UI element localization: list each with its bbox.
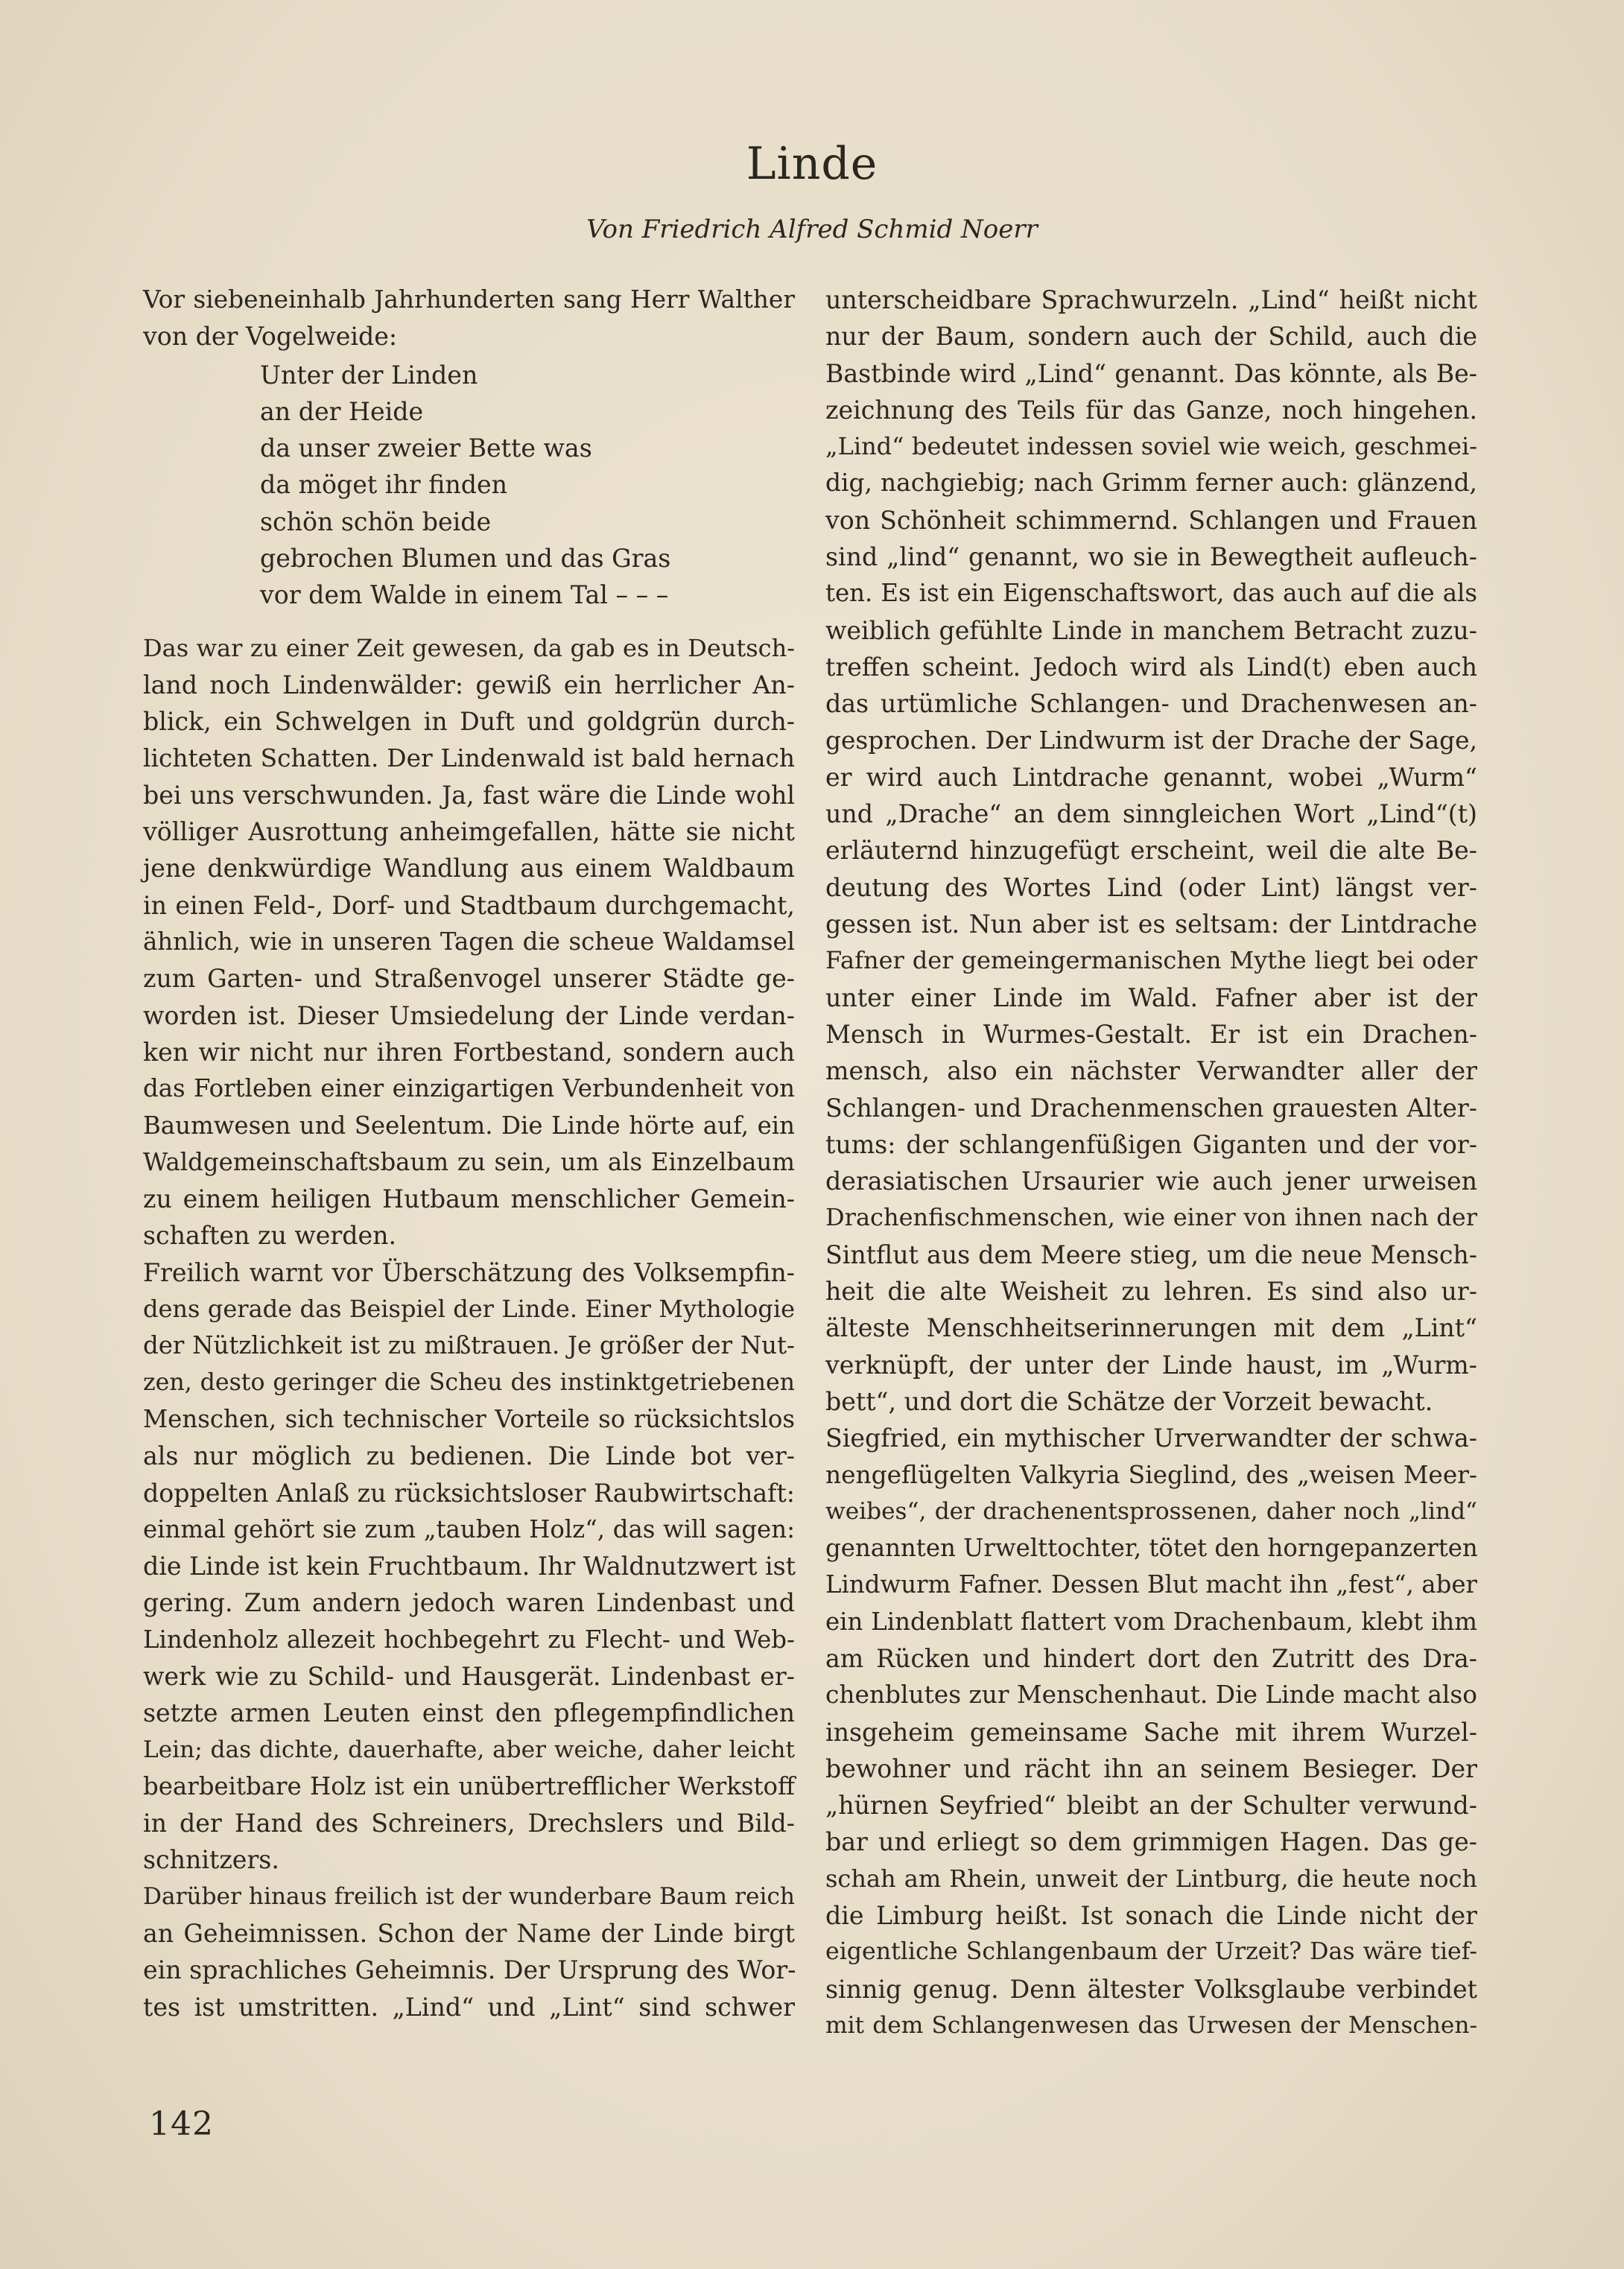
text-line: insgeheim gemeinsame Sache mit ihrem Wurzel-: [825, 1717, 1477, 1747]
text-line: Schlangen- und Drachenmenschen grauesten Alter-: [825, 1093, 1477, 1123]
text-line: zen, desto geringer die Scheu des instinktgetriebenen: [143, 1368, 795, 1396]
text-line: in einen Feld-, Dorf- und Stadtbaum durchgemacht,: [143, 890, 795, 920]
text-line: tes ist umstritten. „Lind“ und „Lint“ sind schwer: [143, 1992, 795, 2022]
text-line: nengeflügelten Valkyria Sieglind, des „weisen Meer-: [825, 1460, 1477, 1489]
spacer: [143, 614, 795, 630]
text-line: „Lind“ bedeutet indessen soviel wie weich, geschmei-: [825, 432, 1477, 461]
text-line: bearbeitbare Holz ist ein unübertrefflicher Werkstoff: [143, 1771, 795, 1800]
text-line: deutung des Wortes Lind (oder Lint) längst ver-: [825, 872, 1477, 902]
poem-line: an der Heide: [260, 396, 424, 426]
text-line: land noch Lindenwälder: gewiß ein herrlicher An-: [143, 670, 795, 699]
text-line: Bastbinde wird „Lind“ genannt. Das könnte, als Be-: [825, 358, 1477, 388]
text-line: ken wir nicht nur ihren Fortbestand, sondern auch: [143, 1037, 795, 1067]
text-line: zum Garten- und Straßenvogel unserer Städte ge-: [143, 964, 795, 994]
paragraph-nuetzlichkeit: [143, 1254, 795, 1879]
text-line: ten. Es ist ein Eigenschaftswort, das auch auf die als: [825, 579, 1477, 608]
text-line: ein sprachliches Geheimnis. Der Ursprung des Wor-: [143, 1955, 796, 1985]
text-line: älteste Menschheitserinnerungen mit dem „Lint“: [825, 1313, 1477, 1343]
text-line: dens gerade das Beispiel der Linde. Einer Mythologie: [143, 1295, 795, 1324]
text-line: werk wie zu Schild- und Hausgerät. Lindenbast er-: [143, 1661, 795, 1691]
article-title: Linde: [746, 138, 878, 190]
paragraph-lindenwald: [143, 630, 795, 1254]
text-line: Baumwesen und Seelentum. Die Linde hörte auf, ein: [143, 1111, 795, 1140]
text-line: Menschen, sich technischer Vorteile so rücksichtslos: [143, 1404, 795, 1433]
text-line: völliger Ausrottung anheimgefallen, hätte sie nicht: [143, 817, 795, 847]
text-line: schnitzers.: [143, 1845, 279, 1875]
text-line: weiblich gefühlte Linde in manchem Betracht zuzu-: [825, 615, 1477, 645]
text-line: das urtümliche Schlangen- und Drachenwesen an-: [825, 689, 1477, 719]
intro-paragraph: [143, 282, 795, 355]
text-line: zeichnung des Teils für das Ganze, noch hingehen.: [825, 395, 1477, 425]
text-line: das Fortleben einer einzigartigen Verbundenheit von: [143, 1074, 795, 1103]
text-line: blick, ein Schwelgen in Duft und goldgrün durch-: [143, 707, 795, 737]
text-line: die Limburg heißt. Ist sonach die Linde nicht der: [825, 1901, 1477, 1931]
text-line: als nur möglich zu bedienen. Die Linde bot ver-: [143, 1441, 795, 1471]
text-line: schaften zu werden.: [143, 1221, 397, 1251]
text-line: eigentliche Schlangenbaum der Urzeit? Das wäre tief-: [825, 1938, 1477, 1966]
poem-line: da unser zweier Bette was: [260, 434, 592, 463]
text-line: Drachenfischmenschen, wie einer von ihnen nach der: [825, 1203, 1477, 1232]
text-line: unter einer Linde im Wald. Fafner aber ist der: [825, 983, 1477, 1012]
text-line: Das war zu einer Zeit gewesen, da gab es in Deutsch-: [143, 633, 795, 662]
text-line: sinnig genug. Denn ältester Volksglaube verbindet: [825, 1974, 1477, 2004]
text-line: erläuternd hinzugefügt erscheint, weil die alte Be-: [825, 836, 1477, 866]
text-line: verknüpft, der unter der Linde haust, im „Wurm-: [825, 1350, 1477, 1380]
text-line: lichteten Schatten. Der Lindenwald ist bald hernach: [143, 743, 795, 772]
text-line: in der Hand des Schreiners, Drechslers und Bild-: [143, 1809, 795, 1838]
text-line: er wird auch Lintdrache genannt, wobei „Wurm“: [825, 762, 1477, 792]
text-line: bewohner und rächt ihn an seinem Besieger. Der: [825, 1754, 1477, 1783]
poem-line: schön schön beide: [260, 507, 492, 536]
text-line: derasiatischen Ursaurier wie auch jener urweisen: [825, 1167, 1477, 1196]
text-line: zu einem heiligen Hutbaum menschlicher Gemein-: [143, 1184, 795, 1214]
text-line: ein Lindenblatt flattert vom Drachenbaum, klebt ihm: [825, 1607, 1477, 1636]
text-line: mit dem Schlangenwesen das Urwesen der Menschen-: [825, 2011, 1477, 2039]
text-line: schah am Rhein, unweit der Lintburg, die heute noch: [825, 1864, 1477, 1893]
text-line: ähnlich, wie in unseren Tagen die scheue Waldamsel: [143, 927, 795, 956]
paragraph-sprachwurzeln: [825, 282, 1477, 1420]
text-line: doppelten Anlaß zu rücksichtsloser Raubwirtschaft:: [143, 1478, 795, 1508]
text-line: chenblutes zur Menschenhaut. Die Linde macht also: [825, 1681, 1477, 1710]
right-column: [825, 282, 1477, 2044]
poem-line: da möget ihr finden: [260, 470, 507, 500]
text-line: Vor siebeneinhalb Jahrhunderten sang Herr Walther: [143, 285, 795, 314]
text-line: Lindenholz allezeit hochbegehrt zu Flecht- und Web-: [143, 1625, 795, 1654]
text-line: Mensch in Wurmes-Gestalt. Er ist ein Drachen-: [825, 1019, 1477, 1049]
text-line: genannten Urwelttochter, tötet den horngepanzerten: [825, 1534, 1478, 1563]
text-line: Lindwurm Fafner. Dessen Blut macht ihn „fest“, aber: [825, 1570, 1477, 1599]
paragraph-geheimnis: [143, 1879, 795, 2025]
poem-line: vor dem Walde in einem Tal – – –: [260, 580, 669, 610]
text-line: am Rücken und hindert dort den Zutritt des Dra-: [825, 1643, 1477, 1673]
text-line: weibes“, der drachenentsprossenen, daher noch „lind“: [825, 1497, 1477, 1525]
text-line: gesprochen. Der Lindwurm ist der Drache der Sage,: [825, 726, 1477, 755]
text-line: Siegfried, ein mythischer Urverwandter der schwa-: [825, 1424, 1477, 1453]
text-line: die Linde ist kein Fruchtbaum. Ihr Waldnutzwert ist: [143, 1552, 796, 1581]
text-line: Darüber hinaus freilich ist der wunderbare Baum reich: [143, 1882, 795, 1910]
poem-line: Unter der Linden: [260, 360, 478, 390]
author-byline: Von Friedrich Alfred Schmid Noerr: [586, 215, 1038, 244]
left-column: [143, 282, 795, 2025]
text-line: tums: der schlangenfüßigen Giganten und der vor-: [825, 1129, 1477, 1159]
text-line: an Geheimnissen. Schon der Name der Linde birgt: [143, 1919, 795, 1949]
text-line: einmal gehört sie zum „tauben Holz“, das will sagen:: [143, 1514, 795, 1543]
text-line: bar und erliegt so dem grimmigen Hagen. Das ge-: [825, 1827, 1477, 1857]
text-line: „hürnen Seyfried“ bleibt an der Schulter verwund-: [825, 1791, 1477, 1821]
text-line: jene denkwürdige Wandlung aus einem Waldbaum: [143, 854, 795, 883]
poem-line: gebrochen Blumen und das Gras: [260, 544, 671, 574]
text-line: Freilich warnt vor Überschätzung des Volksempfin-: [143, 1257, 795, 1287]
text-line: worden ist. Dieser Umsiedelung der Linde verdan-: [143, 1000, 795, 1030]
text-line: und „Drache“ an dem sinngleichen Wort „Lind“(t): [825, 799, 1477, 829]
text-line: setzte armen Leuten einst den pflegempfindlichen: [143, 1698, 795, 1728]
text-line: der Nützlichkeit ist zu mißtrauen. Je größer der Nut-: [143, 1331, 795, 1360]
text-line: Lein; das dichte, dauerhafte, aber weiche, daher leicht: [143, 1736, 795, 1763]
text-line: bett“, und dort die Schätze der Vorzeit bewacht.: [825, 1386, 1433, 1416]
text-line: sind „lind“ genannt, wo sie in Bewegtheit aufleuch-: [825, 542, 1477, 572]
text-line: mensch, also ein nächster Verwandter aller der: [825, 1056, 1477, 1086]
text-line: Waldgemeinschaftsbaum zu sein, um als Einzelbaum: [143, 1147, 795, 1176]
text-line: von der Vogelweide:: [143, 322, 398, 352]
text-line: Fafner der gemeingermanischen Mythe liegt bei oder: [825, 946, 1477, 975]
text-line: treffen scheint. Jedoch wird als Lind(t) eben auch: [825, 652, 1477, 682]
text-line: heit die alte Weisheit zu lehren. Es sind also ur-: [825, 1277, 1477, 1307]
text-line: unterscheidbare Sprachwurzeln. „Lind“ heißt nicht: [825, 285, 1477, 314]
poem-stanza: [143, 357, 795, 614]
paragraph-siegfried: [825, 1420, 1477, 2044]
text-line: gering. Zum andern jedoch waren Lindenbast und: [143, 1588, 795, 1618]
text-line: von Schönheit schimmernd. Schlangen und Frauen: [825, 505, 1477, 535]
text-line: bei uns verschwunden. Ja, fast wäre die Linde wohl: [143, 780, 795, 810]
text-line: dig, nachgiebig; nach Grimm ferner auch: glänzend,: [825, 469, 1477, 498]
text-line: gessen ist. Nun aber ist es seltsam: der Lintdrache: [825, 910, 1477, 939]
text-line: nur der Baum, sondern auch der Schild, auch die: [825, 322, 1477, 352]
page-number: 142: [149, 2105, 214, 2143]
text-line: Sintflut aus dem Meere stieg, um die neue Mensch-: [825, 1240, 1477, 1269]
